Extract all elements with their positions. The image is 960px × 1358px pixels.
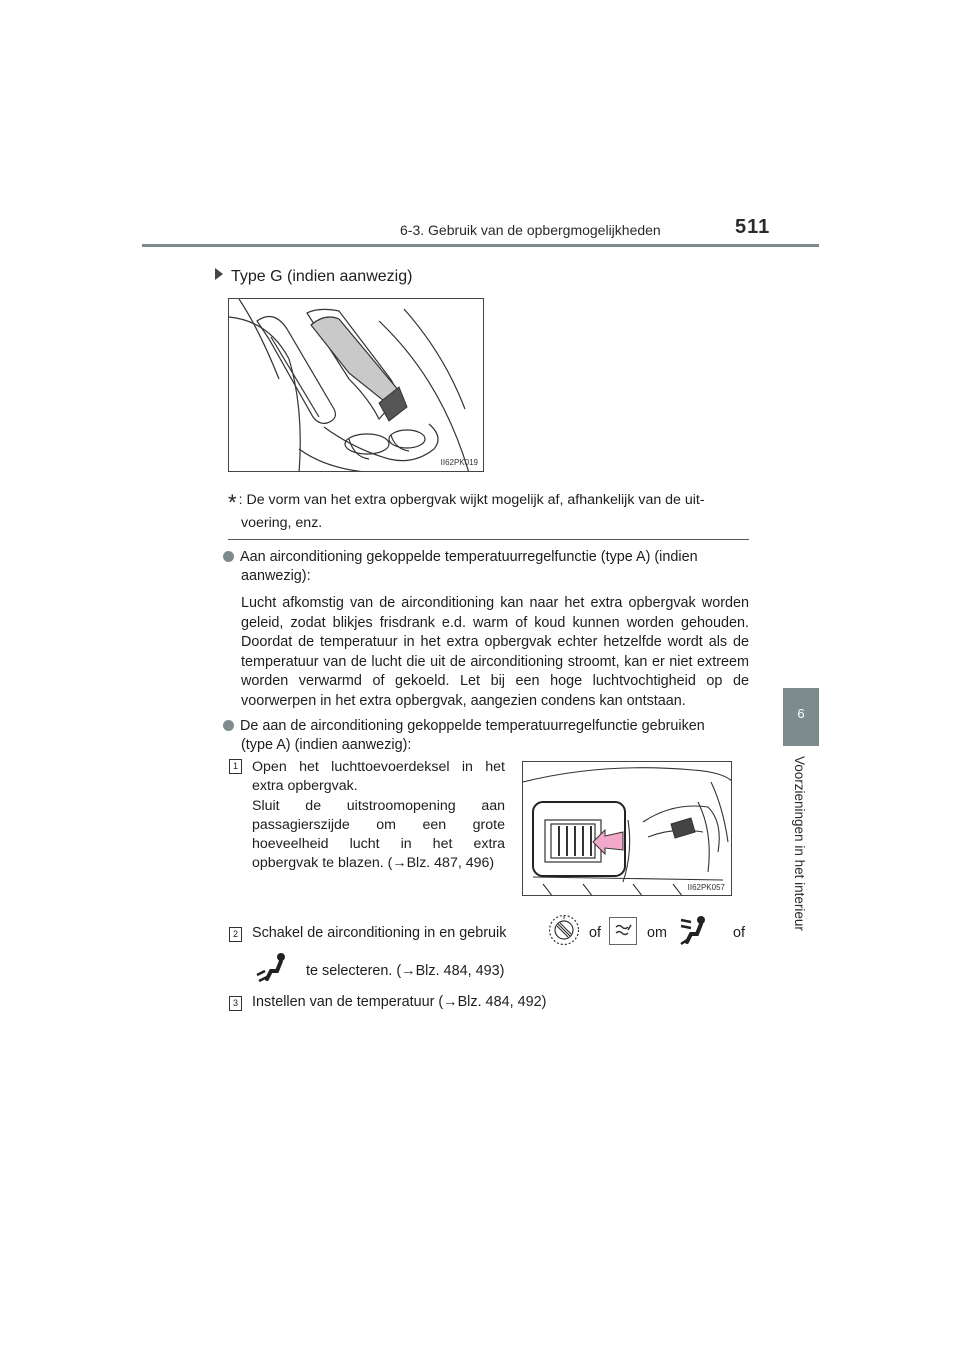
bullet2-title-line1: De aan de airconditioning gekoppelde temperatuurregelfunctie gebruiken (240, 718, 705, 734)
bullet1-title-line2: aanwezig): (241, 568, 311, 584)
bullet1-title-line1: Aan airconditioning gekoppelde temperatuurregelfunctie (type A) (indien (240, 549, 698, 565)
footnote-star: * (228, 490, 237, 515)
face-feet-airflow-icon (677, 914, 713, 948)
bullet-ac-function-title (223, 548, 749, 568)
step1-text-b: Sluit de uitstroomopening aan passagierszijde om een grote hoeveelheid lucht in het extra opbergvak te blazen. (→Blz. 487, 496) (252, 797, 505, 872)
footnote-line1: : De vorm van het extra opbergvak wijkt mogelijk af, afhankelijk van de uit- (238, 492, 705, 508)
step2-part2: of (589, 925, 602, 941)
defrost-mode-icon (609, 917, 637, 945)
page-number: 511 (735, 216, 771, 238)
step2-part1: Schakel de airconditioning in en gebruik (252, 925, 507, 941)
storage-compartment-drawing (229, 299, 484, 472)
chapter-label-container (783, 752, 819, 952)
figure-code: II62PK019 (440, 458, 478, 467)
bullet-use-function-title (223, 717, 749, 737)
step2-part5: te selecteren. (→Blz. 484, 493) (306, 963, 505, 979)
figure2-code: II62PK057 (687, 883, 725, 892)
footnote (228, 490, 748, 534)
step-number-3: 3 (229, 996, 242, 1011)
section-divider (228, 539, 749, 540)
feet-airflow-icon (255, 951, 291, 985)
figure-air-vent (522, 761, 732, 896)
footnote-line2: voering, enz. (241, 515, 323, 531)
mode-dial-icon (548, 914, 580, 946)
bullet-icon (223, 551, 234, 562)
air-vent-drawing (523, 762, 732, 896)
bullet-icon (223, 720, 234, 731)
chapter-tab: 6 (783, 688, 819, 746)
step2-part4: of (733, 925, 746, 941)
triangle-arrow-icon (215, 268, 223, 280)
header-section-title: 6-3. Gebruik van de opbergmogelijkheden (400, 222, 661, 238)
step1-text (252, 758, 505, 874)
step3-text: Instellen van de temperatuur (→Blz. 484, 492) (252, 994, 547, 1010)
step-number-2: 2 (229, 927, 242, 942)
step1-text-a: Open het luchttoevoerdeksel in het extra opbergvak. (252, 759, 505, 795)
bullet2-title-line2: (type A) (indien aanwezig): (241, 737, 412, 753)
type-heading-text: Type G (indien aanwezig) (231, 268, 413, 285)
type-heading (215, 268, 412, 286)
chapter-label: Voorzieningen in het interieur (792, 756, 807, 931)
header-rule (142, 244, 819, 247)
step2-part3: om (647, 925, 667, 941)
bullet1-body: Lucht afkomstig van de airconditioning kan naar het extra opbergvak worden geleid, zodat blikjes frisdrank e.d. warm of koud kunnen worden gehouden. Doordat de temperatuur in het extra opbergvak echter hetzelfde wordt als de temperatuur van de lucht die uit de airconditioning stroomt, kan er niet extreem worden verwarmd of gekoeld. Let bij een hoge luchtvochtigheid op de voorwerpen in het extra opbergvak, aangezien condens kan ontstaan. (241, 595, 749, 709)
figure-storage-compartment (228, 298, 484, 472)
step-number-1: 1 (229, 759, 242, 774)
